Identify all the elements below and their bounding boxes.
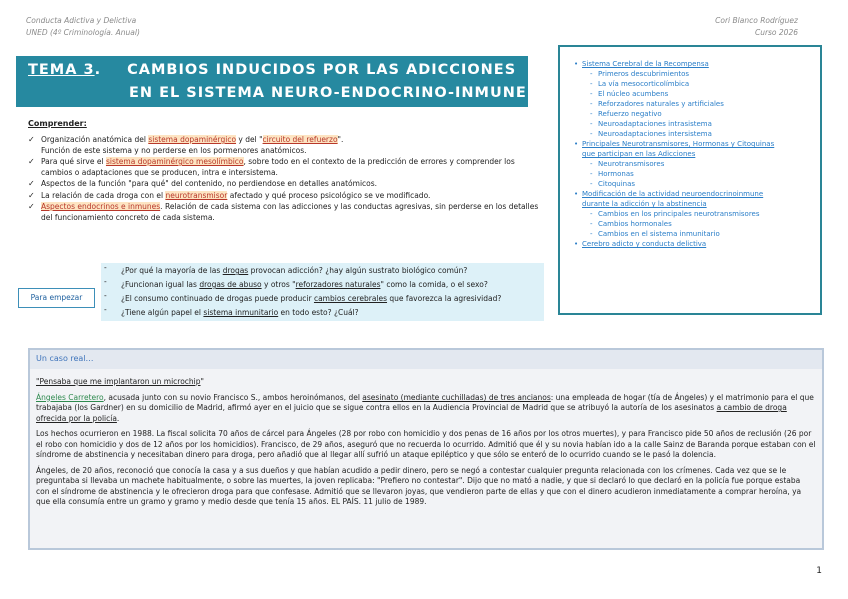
question-1 (101, 264, 544, 278)
underline: reforzadores naturales (295, 280, 381, 289)
comprender-list (28, 135, 548, 224)
tema-dot: . (94, 62, 102, 78)
toc-item[interactable]: - Cambios hormonales (574, 219, 814, 229)
toc-item[interactable]: - Reforzadores naturales y artificiales (574, 99, 814, 109)
toc-item[interactable]: - Cambios en los principales neurotransmisores (574, 209, 814, 219)
list-item (28, 179, 548, 190)
case-paragraph-3: Ángeles, de 20 años, reconoció que conocía la casa y a sus dueños y que habían acudido a pedir dinero, pero se negó a contestar cualquier pregunta relacionada con los crímenes. Cada vez que se le preguntaba si llevaba un machete habitualmente, o sobre las muertes, la joven replicaba: "Prefiero no contestar". Dijo que no mató a nadie, y que si declaró lo que declaró en la policía fue porque estaba con el síndrome de abstinencia y le ofrecieron droga para que confesase. Admitió que se llevaron joyas, que vendieron parte de ellas y que con el dinero acudieron inmediatamente a comprar heroína, ya que ella consumía entre un gramo y gramo y medio desde que tenía 15 años. EL PAÍS. 11 julio de 1989. (36, 465, 802, 506)
text: Para qué sirve el (41, 157, 106, 166)
toc-section-2-line-2: que participan en las Adicciones (582, 150, 696, 158)
quote-underlined: "Pensaba que me implantaron un microchip (36, 377, 201, 386)
author-name: Cori Blanco Rodríguez (715, 16, 798, 25)
toc-section-1[interactable]: • Sistema Cerebral de la Recompensa (574, 59, 814, 69)
person-name: Ángeles Carretero (36, 392, 104, 402)
case-body (30, 369, 822, 508)
toc-item[interactable]: - Neurotransmisores (574, 159, 814, 169)
case-paragraph-2: Los hechos ocurrieron en 1988. La fiscal solicita 70 años de cárcel para Ángeles (28 por robo con homicidio y dos penas de 16 años por los otros muertes), y para Francisco pide 50 años de reclusión (26 por el robo con homicidio y dos de 12 años por los homicidios). Francisco, de 29 años, aseguró que no recuerda lo ocurrido. Admitió que él y su novia habían ido a la calle Sainz de Baranda porque estaban con el síndrome de abstinencia y necesitaban dinero para droga, pero añadió que al llegar allí sufrió un ataque epiléptico y que sólo se enteró de lo ocurrido cuando se le pasó la dolencia. (36, 429, 816, 459)
case-paragraph-1 (36, 393, 816, 425)
text: y otros " (261, 280, 296, 289)
list-item (28, 202, 548, 223)
course-title: Conducta Adictiva y Delictiva (26, 16, 137, 25)
text: : una empleada de hogar (tía de Ángeles) y el matrimonio para el que trabajaba (los Gardner) en su domicilio de Madrid, afirmó ayer en el juicio que se sigue contra ellos en la Audiencia Provincial de Madrid que se atribuyó la autoría de los asesinatos (36, 392, 814, 412)
toc-section-4[interactable]: • Cerebro adicto y conducta delictiva (574, 239, 814, 249)
question-3 (101, 292, 544, 306)
title-line-2: EN EL SISTEMA NEURO-ENDOCRINO-INMUNE (129, 85, 527, 101)
text: provocan adicción? ¿hay algún sustrato biológico común? (248, 266, 468, 275)
highlight: sistema dopaminérgico (148, 135, 237, 144)
text: afectado y qué proceso psicológico se ve modificado. (227, 190, 431, 200)
text: Organización anatómica del (41, 135, 149, 144)
text: en todo esto? ¿Cuál? (278, 308, 359, 317)
underline: sistema inmunitario (203, 308, 279, 317)
table-of-contents (558, 45, 822, 315)
question-4 (101, 306, 544, 320)
highlight: neurotransmisor (165, 190, 228, 200)
text: ¿Por qué la mayoría de las (121, 266, 223, 275)
text: Función de este sistema y no perderse en los pormenores anatómicos. (41, 145, 307, 155)
text: La relación de cada droga con el (41, 190, 166, 200)
text: , acusada junto con su novio Francisco S., ambos heroinómanos, del (103, 392, 363, 402)
toc-section-3-line-2: durante la adicción y la abstinencia (582, 200, 707, 208)
text: ¿Funcionan igual las (121, 280, 200, 289)
toc-item[interactable]: - La vía mesocorticolímbica (574, 79, 814, 89)
list-item (28, 157, 548, 178)
highlight: sistema dopaminérgico mesolímbico (105, 157, 244, 166)
toc-item[interactable]: - Neuroadaptaciones intrasistema (574, 119, 814, 129)
text: Aspectos de la función "para qué" del contenido, no perdiendose en detalles anatómicos. (41, 179, 378, 188)
toc-section-3-line-1: Modificación de la actividad neuroendocrinoinmune (582, 190, 764, 198)
toc-item[interactable]: - Refuerzo negativo (574, 109, 814, 119)
case-quote (36, 375, 816, 388)
underline: drogas (222, 266, 249, 275)
title-line-1 (28, 62, 516, 78)
header-left (26, 15, 140, 39)
list-item (28, 191, 548, 202)
page-number: 1 (816, 566, 822, 576)
toc-section-3[interactable] (574, 189, 814, 209)
question-2 (101, 278, 544, 292)
case-header: Un caso real… (30, 350, 822, 369)
questions-box (101, 263, 544, 321)
para-empezar-button[interactable]: Para empezar (18, 288, 95, 308)
text: ¿Tiene algún papel el (121, 308, 204, 317)
underline: asesinato (mediante cuchilladas) de tres ancianos (362, 392, 551, 402)
underline: cambios cerebrales (313, 294, 388, 303)
toc-section-2[interactable] (574, 139, 814, 159)
toc-item[interactable]: - Cambios en el sistema inmunitario (574, 229, 814, 239)
text: . Relación de cada sistema con las adicciones y las conductas agresivas, sin perderse en los detalles del funcionamiento concreto de cada sistema. (41, 202, 539, 222)
underline: a cambio de droga ofrecida por la policía (36, 403, 787, 423)
text: , sobre todo en el contexto de la predicción de errores y comprender los cambios o adaptaciones que se producen, intra e intersistema. (41, 157, 515, 177)
text: ". (337, 135, 344, 144)
course-year: Curso 2026 (754, 28, 798, 37)
title-banner (16, 56, 528, 107)
toc-item[interactable]: - Citoquinas (574, 179, 814, 189)
course-subtitle: UNED (4º Criminología. Anual) (26, 28, 140, 37)
text: que favorezca la agresividad? (387, 294, 502, 303)
text: " como la comida, o el sexo? (380, 280, 488, 289)
toc-item[interactable]: - Hormonas (574, 169, 814, 179)
title-text-1: CAMBIOS INDUCIDOS POR LAS ADICCIONES (127, 62, 517, 78)
highlight: Aspectos endocrinos e inmunes (41, 202, 161, 211)
text: . (116, 413, 120, 423)
toc-item[interactable]: - Neuroadaptaciones intersistema (574, 129, 814, 139)
list-item (28, 135, 548, 156)
text: y del " (236, 135, 263, 144)
header-right (715, 15, 798, 39)
tema-label: TEMA 3 (28, 62, 95, 78)
comprender-heading: Comprender: (28, 119, 87, 128)
case-box (28, 348, 824, 550)
text: ¿El consumo continuado de drogas puede producir (121, 294, 314, 303)
toc-section-2-line-1: Principales Neurotransmisores, Hormonas y Citoquinas (582, 140, 775, 148)
toc-item[interactable]: - Primeros descubrimientos (574, 69, 814, 79)
highlight: circuito del refuerzo (262, 135, 338, 144)
quote-end: " (200, 377, 204, 386)
underline: drogas de abuso (199, 280, 262, 289)
toc-item[interactable]: - El núcleo acumbens (574, 89, 814, 99)
